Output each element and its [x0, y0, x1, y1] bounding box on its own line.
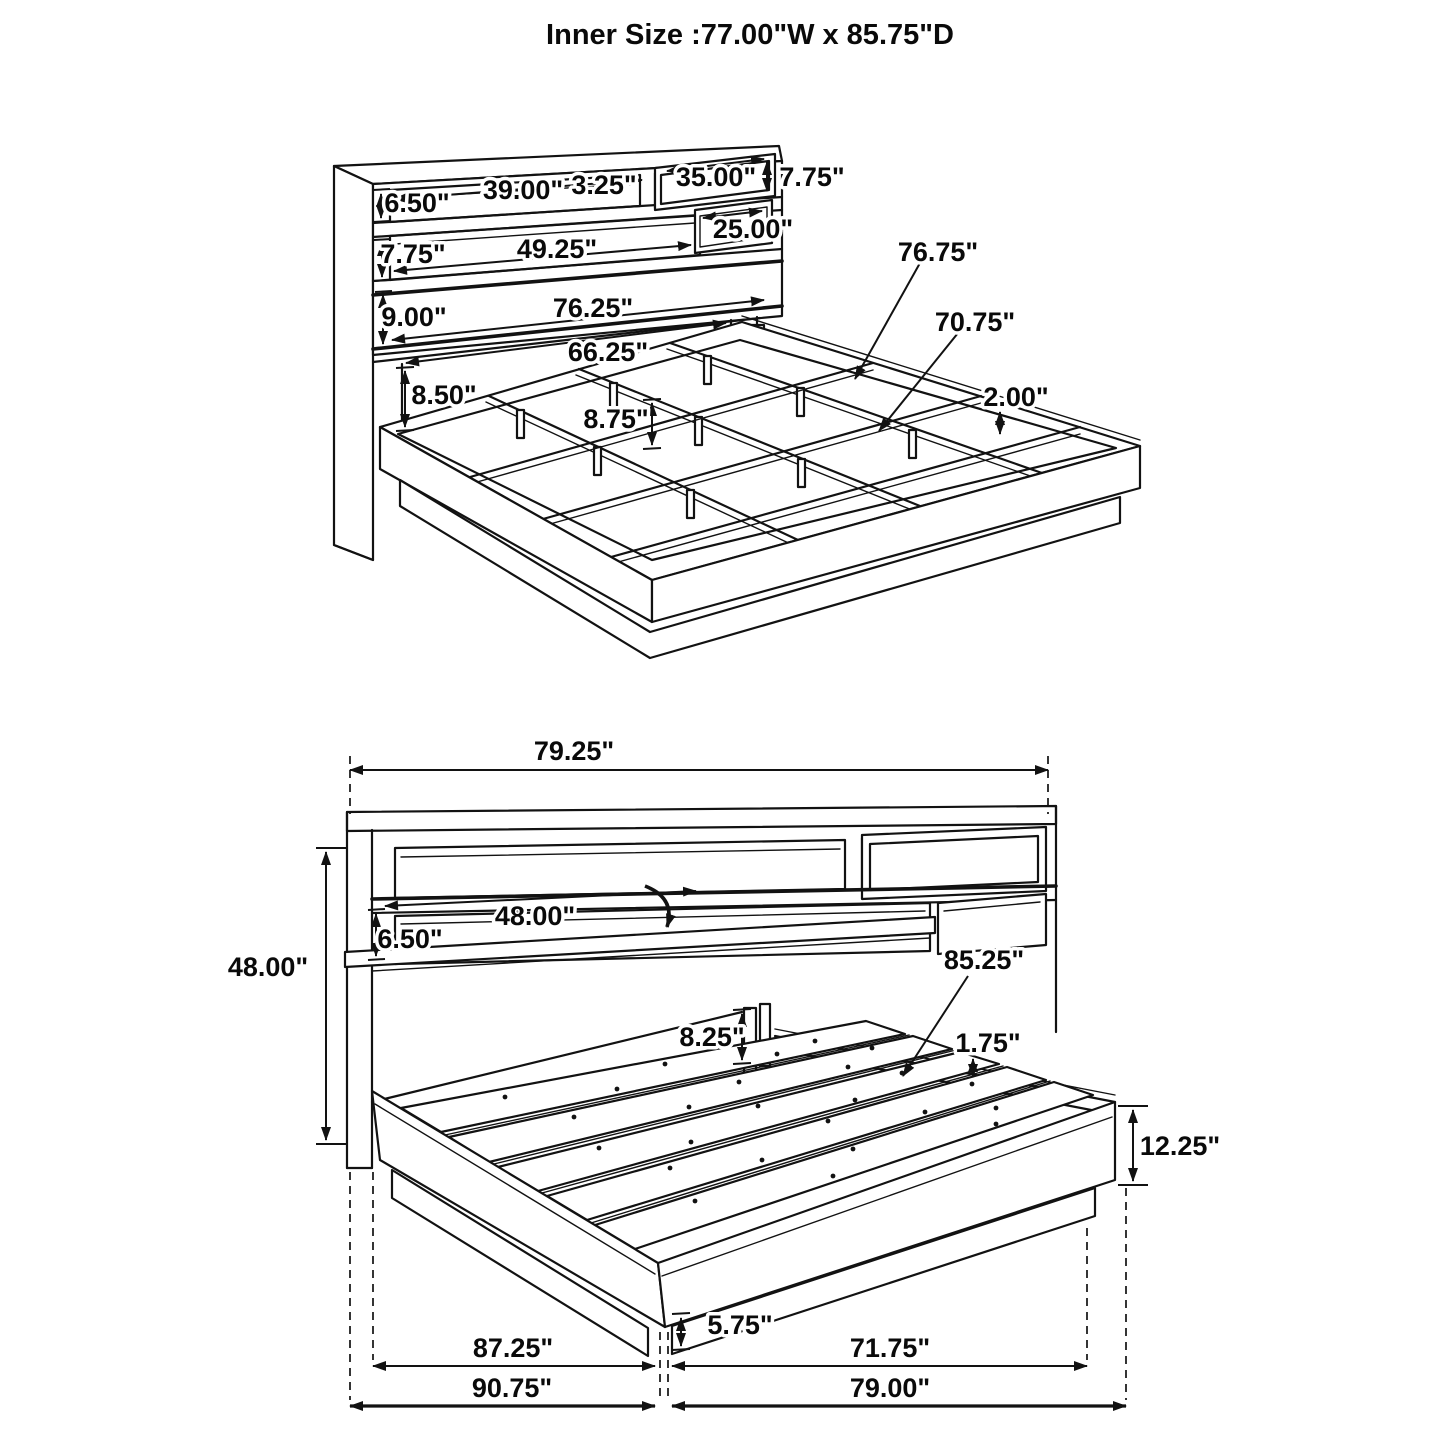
dim-label-slat-length: 85.25" [943, 945, 1025, 975]
dim-label-top-shelf-width: 39.00" [482, 175, 564, 205]
dim-label-headboard-overall-width: 76.25" [552, 293, 634, 323]
dim-label-middle-shelf-width: 49.25" [516, 234, 598, 264]
dim-label-center-rail-length: 70.75" [934, 307, 1016, 337]
dim-label-side-rail-length: 76.75" [897, 237, 979, 267]
dim-label-clearance-below: 8.25" [679, 1022, 745, 1052]
dim-label-overall-foot-width: 79.00" [849, 1373, 931, 1403]
dim-label-right-compartment-width: 25.00" [712, 214, 794, 244]
dim-label-right-cabinet-width: 35.00" [675, 162, 757, 192]
dim-label-lower-panel-height: 8.50" [411, 380, 477, 410]
iso-headboard-left-side [334, 166, 373, 560]
dim-label-shelf-opening-width: 48.00" [494, 901, 576, 931]
dim-label-base-height: 5.75" [707, 1310, 773, 1340]
dim-label-side-rail-height: 12.25" [1139, 1131, 1221, 1161]
dim-label-slat-lip-height: 1.75" [955, 1028, 1021, 1058]
dim-label-divider-width: 3.25" [571, 170, 637, 200]
dim-label-headboard-width: 79.25" [533, 736, 615, 766]
front-headboard-cap [347, 806, 1056, 831]
dim-label-base-rail-height: 9.00" [381, 302, 447, 332]
dim-label-right-cabinet-height: 7.75" [779, 162, 845, 192]
dim-label-rail-lip-height: 2.00" [983, 382, 1049, 412]
page-title: Inner Size :77.00"W x 85.75"D [546, 19, 954, 51]
dim-label-headboard-height: 48.00" [227, 952, 309, 982]
dim-label-overall-depth: 90.75" [471, 1373, 553, 1403]
isometric-view [334, 146, 1140, 658]
dim-label-slat-support-spacing: 8.75" [583, 404, 649, 434]
dim-label-top-shelf-height: 6.50" [384, 188, 450, 218]
dim-label-foot-width-inner: 71.75" [849, 1333, 931, 1363]
front-platform [372, 1021, 1115, 1356]
dim-label-shelf-opening-height: 6.50" [377, 924, 443, 954]
dim-label-base-depth: 87.25" [472, 1333, 554, 1363]
dim-label-inner-opening-width: 66.25" [567, 337, 649, 367]
front-top-shelf-opening [395, 840, 845, 898]
iso-platform [380, 316, 1140, 658]
dim-label-middle-shelf-height: 7.75" [380, 239, 446, 269]
front-view [228, 736, 1220, 1406]
